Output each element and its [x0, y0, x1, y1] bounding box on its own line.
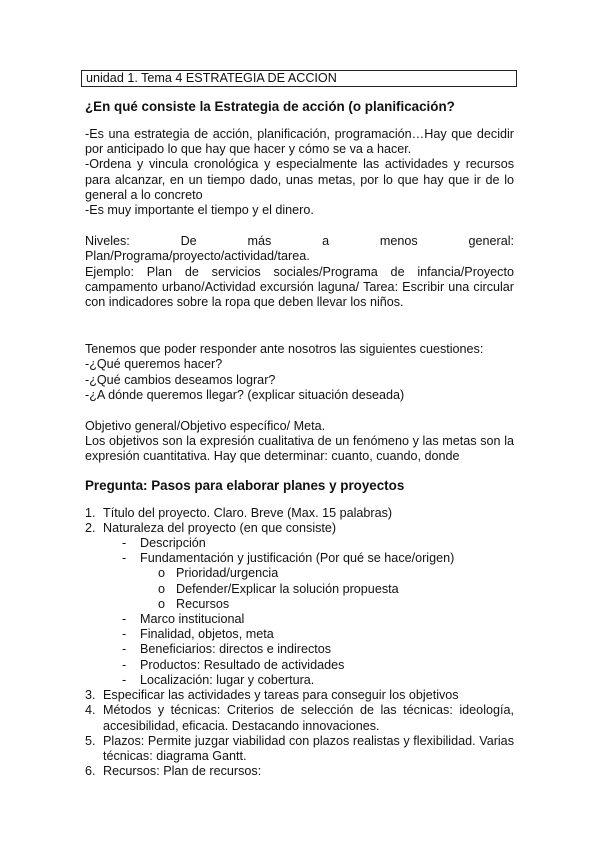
sub-item-text: Fundamentación y justificación (Por qué se hace/origen) — [140, 551, 455, 566]
sub-item-text: Beneficiarios: directos e indirectos — [140, 642, 332, 657]
sub-item-text: Productos: Resultado de actividades — [140, 657, 345, 672]
list-item — [85, 597, 514, 612]
sub-item-text: Finalidad, objetos, meta — [140, 627, 274, 642]
sub-sub-item-text: Recursos — [176, 596, 230, 611]
list-item — [85, 521, 514, 536]
sub-list — [85, 536, 514, 566]
dash-bullet: - — [122, 551, 127, 566]
step-text: Título del proyecto. Claro. Breve (Max. 15 palabras) — [103, 505, 393, 520]
list-item — [85, 612, 514, 627]
question-item: -¿A dónde queremos llegar? (explicar situación deseada) — [85, 387, 405, 402]
question-item: -¿Qué queremos hacer? — [85, 357, 223, 372]
list-item — [85, 642, 514, 657]
dash-bullet: - — [122, 627, 127, 642]
list-item — [85, 703, 514, 733]
levels-line: Niveles: De más a menos general: — [85, 234, 514, 249]
sub-item-text: Descripción — [140, 536, 206, 551]
step-text: Plazos: Permite juzgar viabilidad con plazos realistas y flexibilidad. Varias técnicas: diagrama Gantt. — [103, 733, 514, 763]
question-heading: Pregunta: Pasos para elaborar planes y proyectos — [85, 477, 405, 493]
sub-sub-item-text: Defender/Explicar la solución propuesta — [176, 581, 399, 596]
sub-item-text: Marco institucional — [140, 612, 245, 627]
questions-intro: Tenemos que poder responder ante nosotros las siguientes cuestiones: — [85, 342, 484, 357]
dash-bullet: - — [122, 672, 127, 687]
document-body — [85, 98, 514, 779]
list-item — [85, 658, 514, 673]
dash-bullet: - — [122, 536, 127, 551]
step-number: 1. — [85, 505, 96, 520]
step-number: 5. — [85, 733, 96, 748]
list-item — [85, 506, 514, 521]
question-item: -¿Qué cambios deseamos lograr? — [85, 372, 276, 387]
objective-paragraph: Los objetivos son la expresión cualitativa de un fenómeno y las metas son la expresión cuantitativa. Hay que determinar: cuanto, cuando, donde — [85, 434, 514, 464]
list-item — [85, 627, 514, 642]
sub-item-text: Localización: lugar y cobertura. — [140, 672, 315, 687]
steps-list — [85, 506, 514, 536]
paragraph: -Ordena y vincula cronológica y especialmente las actividades y recursos para alcanzar, en un tiempo dado, unas metas, por lo que hay que ir de lo general a lo concreto — [85, 157, 514, 202]
list-item — [85, 566, 514, 581]
step-text: Especificar las actividades y tareas para conseguir los objetivos — [103, 688, 459, 703]
list-item — [85, 582, 514, 597]
sub-sub-item-text: Prioridad/urgencia — [176, 566, 279, 581]
step-number: 3. — [85, 688, 96, 703]
dash-bullet: - — [122, 642, 127, 657]
paragraph: -Es una estrategia de acción, planificación, programación…Hay que decidir por anticipado lo que hay que hacer y cómo se va a hacer. — [85, 127, 514, 157]
step-number: 6. — [85, 764, 96, 779]
circle-bullet: o — [158, 566, 166, 581]
dash-bullet: - — [122, 657, 127, 672]
circle-bullet: o — [158, 596, 166, 611]
list-item — [85, 536, 514, 551]
levels-detail: Plan/Programa/proyecto/actividad/tarea. — [85, 249, 310, 264]
list-item — [85, 688, 514, 703]
dash-bullet: - — [122, 612, 127, 627]
list-item — [85, 734, 514, 764]
step-text: Métodos y técnicas: Criterios de selección de las técnicas: ideología, accesibilidad, eficacia. Destacando innovaciones. — [103, 703, 514, 733]
list-item — [85, 673, 514, 688]
circle-bullet: o — [158, 581, 166, 596]
unit-header: unidad 1. Tema 4 ESTRATEGIA DE ACCION — [81, 70, 517, 87]
question-heading: ¿En qué consiste la Estrategia de acción (o planificación? — [85, 99, 455, 114]
step-text: Naturaleza del proyecto (en que consiste) — [103, 520, 337, 535]
paragraph: -Es muy importante el tiempo y el dinero. — [85, 203, 314, 218]
step-number: 4. — [85, 703, 96, 718]
step-text: Recursos: Plan de recursos: — [103, 764, 262, 779]
list-item — [85, 551, 514, 566]
list-item — [85, 764, 514, 779]
step-number: 2. — [85, 520, 96, 535]
sub-list — [85, 612, 514, 688]
steps-list — [85, 688, 514, 779]
sub-sub-list — [85, 566, 514, 612]
example-paragraph: Ejemplo: Plan de servicios sociales/Programa de infancia/Proyecto campamento urbano/Actividad excursión laguna/ Tarea: Escribir una circular con indicadores sobre la ropa que deben llevar los niños. — [85, 264, 514, 310]
objective-title: Objetivo general/Objetivo específico/ Meta. — [85, 419, 326, 434]
